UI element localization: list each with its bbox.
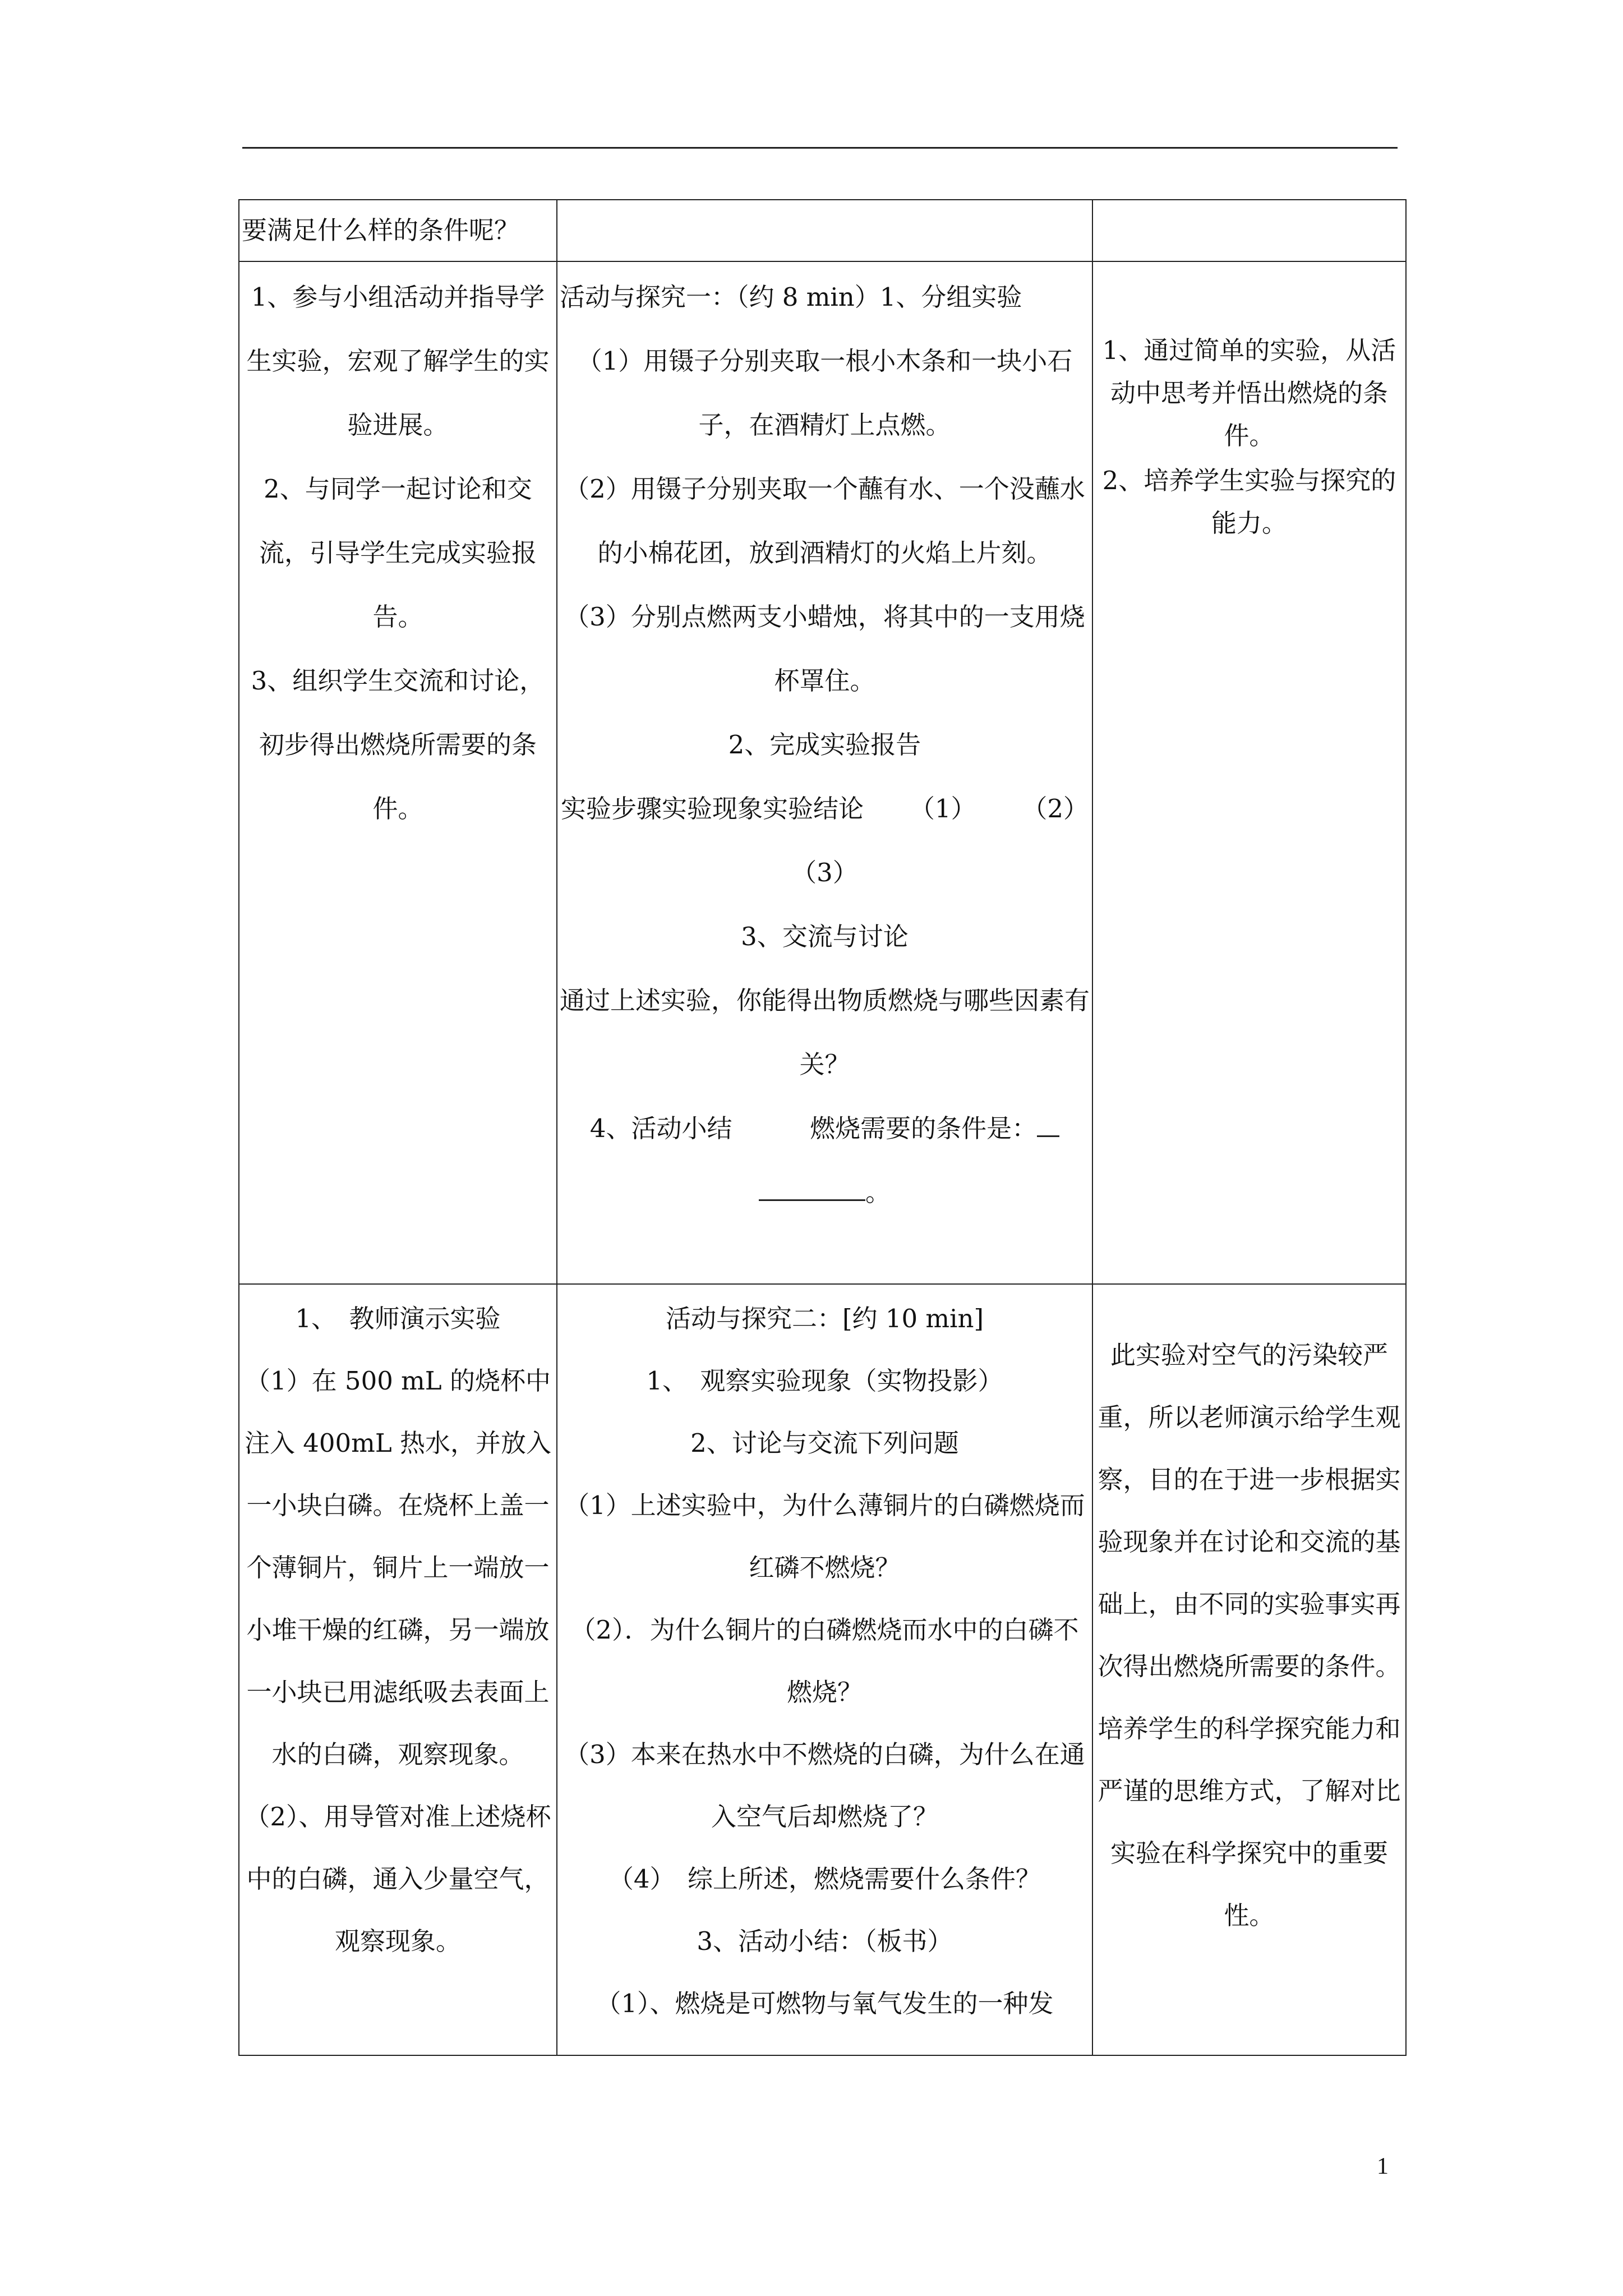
- paragraph: （1）、燃烧是可燃物与氧气发生的一种发: [596, 1989, 1054, 2018]
- paragraph: （1）在 500 mL 的烧杯中注入 400mL 热水，并放入一小块白磷。在烧杯上盖一个薄铜片，铜片上一端放一小堆干燥的红磷，另一端放一小块已用滤纸吸去表面上水的白磷，观察现象。: [244, 1366, 552, 1769]
- paragraph: （4） 综上所述，燃烧需要什么条件？: [608, 1864, 1041, 1894]
- table-row: [239, 200, 1406, 261]
- experiment-step: （2）用镊子分别夹取一个蘸有水、一个没蘸水的小棉花团，放到酒精灯的火焰上片刻。: [564, 474, 1085, 568]
- header-rule: [242, 147, 1398, 149]
- lesson-plan-table: [238, 199, 1407, 2056]
- teacher-activity-cell: [239, 200, 557, 261]
- report-columns-line: [560, 777, 1090, 841]
- paragraph: 2、培养学生实验与探究的能力。: [1102, 466, 1396, 538]
- paragraph: 3、组织学生交流和讨论，初步得出燃烧所需要的条件。: [251, 666, 545, 823]
- report-item: （2）: [1022, 794, 1089, 823]
- discuss-heading: 3、交流与讨论: [741, 922, 909, 951]
- paragraph: （3）本来在热水中不燃烧的白磷，为什么在通入空气后却燃烧了？: [564, 1740, 1085, 1832]
- student-activity-cell: [557, 200, 1092, 261]
- student-activity-cell: [557, 1284, 1092, 2055]
- summary-line: [560, 1097, 1090, 1161]
- design-intent-cell: [1092, 261, 1406, 1284]
- paragraph: 1、 观察实验现象（实物投影）: [646, 1366, 1003, 1396]
- paragraph: 1、 教师演示实验: [295, 1304, 501, 1333]
- discuss-question: 通过上述实验，你能得出物质燃烧与哪些因素有关？: [560, 986, 1090, 1079]
- paragraph: 1、通过简单的实验，从活动中思考并悟出燃烧的条件。: [1102, 335, 1396, 450]
- report-item: （3）: [791, 858, 858, 887]
- summary-blank-line: [560, 1161, 1090, 1225]
- summary-label: 4、活动小结: [589, 1114, 732, 1143]
- report-item: （1）: [909, 794, 976, 823]
- paragraph: 此实验对空气的污染较严重，所以老师演示给学生观察，目的在于进一步根据实验现象并在讨论和交流的基础上，由不同的实验事实再次得出燃烧所需要的条件。培养学生的科学探究能力和严谨的思维方式，了解对比实验在科学探究中的重要性。: [1098, 1340, 1401, 1930]
- cell-text: 要满足什么样的条件呢？: [242, 215, 520, 245]
- summary-end: 。: [865, 1177, 891, 1207]
- paragraph: 活动与探究二：[约 10 min]: [665, 1304, 984, 1333]
- paragraph: （2）．为什么铜片的白磷燃烧而水中的白磷不燃烧？: [570, 1615, 1079, 1707]
- student-activity-cell: [557, 261, 1092, 1284]
- paragraph: 2、与同学一起讨论和交流，引导学生完成实验报告。: [259, 474, 537, 632]
- paragraph: 1、参与小组活动并指导学生实验，宏观了解学生的实验进展。: [246, 282, 550, 440]
- teacher-activity-cell: [239, 261, 557, 1284]
- report-columns: 实验步骤实验现象实验结论: [561, 794, 864, 823]
- table-row: [239, 1284, 1406, 2055]
- activity-title: 活动与探究一：（约 8 min）1、分组实验: [560, 282, 1022, 312]
- summary-text: 燃烧需要的条件是：: [810, 1114, 1038, 1143]
- design-intent-cell: [1092, 1284, 1406, 2055]
- paragraph: （1）上述实验中，为什么薄铜片的白磷燃烧而红磷不燃烧？: [564, 1490, 1085, 1582]
- page-number: 1: [1377, 2154, 1389, 2179]
- paragraph: 3、活动小结：（板书）: [697, 1926, 953, 1956]
- table-row: [239, 261, 1406, 1284]
- report-heading: 2、完成实验报告: [728, 730, 921, 760]
- fill-in-blank: [759, 1168, 865, 1201]
- experiment-step: （3）分别点燃两支小蜡烛，将其中的一支用烧杯罩住。: [564, 602, 1085, 696]
- fill-in-blank: [1037, 1104, 1059, 1137]
- experiment-step: （1）用镊子分别夹取一根小木条和一块小石子，在酒精灯上点燃。: [577, 346, 1073, 440]
- paragraph: 2、讨论与交流下列问题: [690, 1428, 959, 1458]
- paragraph: （2）、用导管对准上述烧杯中的白磷，通入少量空气，观察现象。: [245, 1802, 551, 1956]
- teacher-activity-cell: [239, 1284, 557, 2055]
- design-intent-cell: [1092, 200, 1406, 261]
